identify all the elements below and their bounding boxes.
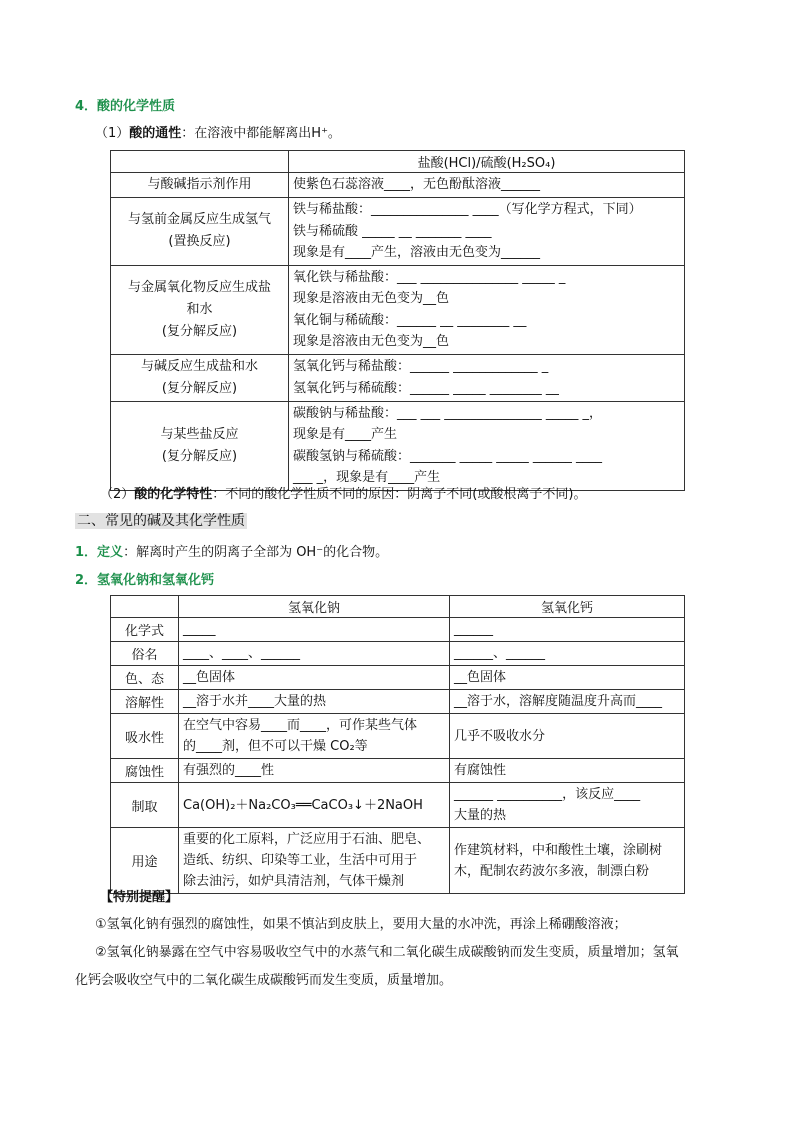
- acid-property-table: [110, 150, 685, 491]
- naoh-cell: [179, 690, 450, 714]
- base-table-row: [111, 618, 685, 642]
- acid-row-label: [111, 173, 289, 198]
- acid-row-label-line: 与碱反应生成盐和水: [140, 358, 258, 374]
- tip-2-line2: 化钙会吸收空气中的二氧化碳生成碳酸钙而发生变质，质量增加。: [75, 973, 453, 988]
- acid-table-corner: [111, 151, 289, 173]
- caoh2-cell: [450, 690, 685, 714]
- acid-row-line: ___ _，现象是有____产生: [293, 470, 441, 485]
- acid-row-line: 铁与稀盐酸：_______________ ____（写化学方程式，下同）: [293, 202, 642, 217]
- acid-row-line: 现象是溶液由无色变为__色: [293, 291, 450, 306]
- base-table-row: [111, 828, 685, 894]
- tip-1: ①氢氧化钠有强烈的腐蚀性，如果不慎沾到皮肤上，要用大量的水冲洗，再涂上稀硼酸溶液；: [95, 917, 627, 932]
- base-row-label: 制取: [111, 783, 179, 828]
- acid-row-label-line: (复分解反应): [161, 448, 238, 464]
- caoh2-cell: [450, 714, 685, 759]
- cell-line: __溶于水，溶解度随温度升高而____: [454, 694, 663, 709]
- cell-line: 除去油污，如炉具清洁剂，气体干燥剂: [183, 874, 405, 889]
- cell-line: __溶于水并____大量的热: [183, 694, 327, 709]
- base-row-label: 用途: [111, 828, 179, 894]
- tip-2-line1: ②氢氧化钠暴露在空气中容易吸收空气中的水蒸气和二氧化碳生成碳酸钠而发生变质，质量增加；氢氧: [95, 945, 679, 960]
- base-row-label: 化学式: [111, 618, 179, 642]
- base-definition: 1．定义：解离时产生的阴离子全部为 OH⁻的化合物。: [75, 545, 389, 560]
- base-row-label: 腐蚀性: [111, 759, 179, 783]
- item-2-title: 2．氢氧化钠和氢氧化钙: [75, 573, 215, 588]
- acid-row-line: 氧化铜与稀硫酸：______ __ ________ __: [293, 312, 527, 328]
- cell-line: 木，配制农药波尔多液，制漂白粉: [454, 863, 650, 879]
- cell-line: 作建筑材料，中和酸性土壤，涂刷树: [454, 842, 663, 858]
- acid-row-content: [289, 173, 685, 198]
- acid-general-property: （1）酸的通性：在溶液中都能解离出H⁺。: [95, 126, 341, 141]
- naoh-cell: [179, 642, 450, 666]
- base-table-row: [111, 759, 685, 783]
- section-4-title: 4．酸的化学性质: [75, 99, 176, 114]
- cell-line: ______ __________，该反应____: [454, 787, 641, 802]
- naoh-cell: [179, 783, 450, 828]
- acid-table-row: [111, 173, 685, 198]
- acid-row-label: [111, 198, 289, 266]
- acid-row-line: 碳酸氢钠与稀硫酸：_______ _____ _____ ______ ____: [293, 448, 603, 464]
- cell-line: 大量的热: [454, 808, 507, 823]
- cell-line: Ca(OH)₂＋Na₂CO₃══CaCO₃↓＋2NaOH: [183, 797, 423, 813]
- tips-title: 【特别提醒】: [100, 890, 179, 905]
- cell-line: 有强烈的____性: [183, 763, 275, 778]
- caoh2-cell: [450, 642, 685, 666]
- base-table-row: [111, 783, 685, 828]
- acid-row-label: [111, 354, 289, 401]
- acid-row-label-line: 与酸碱指示剂作用: [147, 177, 252, 192]
- acid-table-row: [111, 401, 685, 490]
- acid-row-content: [289, 265, 685, 354]
- acid-row-label-line: (复分解反应): [161, 323, 238, 339]
- base-row-label: 俗名: [111, 642, 179, 666]
- base-compare-table: [110, 595, 685, 894]
- base-row-label: 溶解性: [111, 690, 179, 714]
- cell-line: ______、______: [454, 646, 546, 661]
- acid-row-label-line: 与金属氧化物反应生成盐: [127, 279, 271, 295]
- acid-table-row: [111, 198, 685, 266]
- cell-line: 重要的化工原料，广泛应用于石油、肥皂、: [183, 832, 431, 847]
- caoh2-cell: [450, 618, 685, 642]
- acid-row-label: [111, 265, 289, 354]
- acid-row-label-line: (置换反应): [168, 234, 231, 250]
- acid-row-label-line: 与某些盐反应: [160, 426, 239, 442]
- acid-row-line: 使紫色石蕊溶液____，无色酚酞溶液______: [293, 177, 541, 193]
- acid-row-line: 铁与稀硫酸 _____ __ _______ ____: [293, 223, 492, 239]
- acid-special-property: （2）酸的化学特性：不同的酸化学性质不同的原因：阴离子不同(或酸根离子不同)。: [100, 487, 587, 502]
- acid-row-line: 碳酸钠与稀盐酸：___ ___ _______________ _____ _，: [293, 405, 603, 421]
- caoh2-cell: [450, 828, 685, 894]
- acid-table-header: 盐酸(HCl)/硫酸(H₂SO₄): [289, 151, 685, 173]
- cell-line: 的____剂，但不可以干燥 CO₂等: [183, 739, 368, 754]
- acid-row-line: 氧化铁与稀盐酸：___ _______________ _____ _: [293, 269, 566, 285]
- acid-row-content: [289, 198, 685, 266]
- base-row-label: 吸水性: [111, 714, 179, 759]
- naoh-cell: [179, 618, 450, 642]
- acid-row-content: [289, 401, 685, 490]
- base-table-col1: 氢氧化钠: [179, 596, 450, 618]
- acid-row-line: 现象是溶液由无色变为__色: [293, 334, 450, 349]
- caoh2-cell: [450, 759, 685, 783]
- cell-line: _____: [183, 622, 216, 637]
- cell-line: ______: [454, 622, 493, 637]
- base-row-label: 色、态: [111, 666, 179, 690]
- naoh-cell: [179, 759, 450, 783]
- caoh2-cell: [450, 666, 685, 690]
- acid-row-line: 氢氧化钙与稀硫酸：______ _____ ________ __: [293, 380, 559, 396]
- cell-line: 几乎不吸收水分: [454, 728, 546, 744]
- acid-row-content: [289, 354, 685, 401]
- base-table-row: [111, 714, 685, 759]
- acid-row-line: 现象是有____产生: [293, 427, 398, 442]
- naoh-cell: [179, 828, 450, 894]
- acid-row-label-line: 与氢前金属反应生成氢气: [127, 212, 271, 228]
- base-table-corner: [111, 596, 179, 618]
- section-two-title: 二、常见的碱及其化学性质: [77, 513, 245, 529]
- caoh2-cell: [450, 783, 685, 828]
- cell-line: 有腐蚀性: [454, 763, 507, 778]
- base-table-row: [111, 642, 685, 666]
- acid-table-row: [111, 354, 685, 401]
- cell-line: __色固体: [183, 670, 236, 685]
- cell-line: ____、____、______: [183, 646, 301, 661]
- cell-line: 造纸、纺织、印染等工业，生活中可用于: [183, 853, 418, 868]
- base-table-col2: 氢氧化钙: [450, 596, 685, 618]
- naoh-cell: [179, 666, 450, 690]
- acid-row-label-line: 和水: [186, 301, 213, 317]
- naoh-cell: [179, 714, 450, 759]
- base-table-row: [111, 666, 685, 690]
- cell-line: __色固体: [454, 670, 507, 685]
- cell-line: 在空气中容易____而____，可作某些气体: [183, 718, 418, 733]
- acid-row-label: [111, 401, 289, 490]
- acid-table-row: [111, 265, 685, 354]
- acid-row-label-line: (复分解反应): [161, 380, 238, 396]
- acid-row-line: 现象是有____产生，溶液由无色变为______: [293, 245, 541, 260]
- base-table-row: [111, 690, 685, 714]
- acid-row-line: 氢氧化钙与稀盐酸：______ _____________ _: [293, 359, 549, 374]
